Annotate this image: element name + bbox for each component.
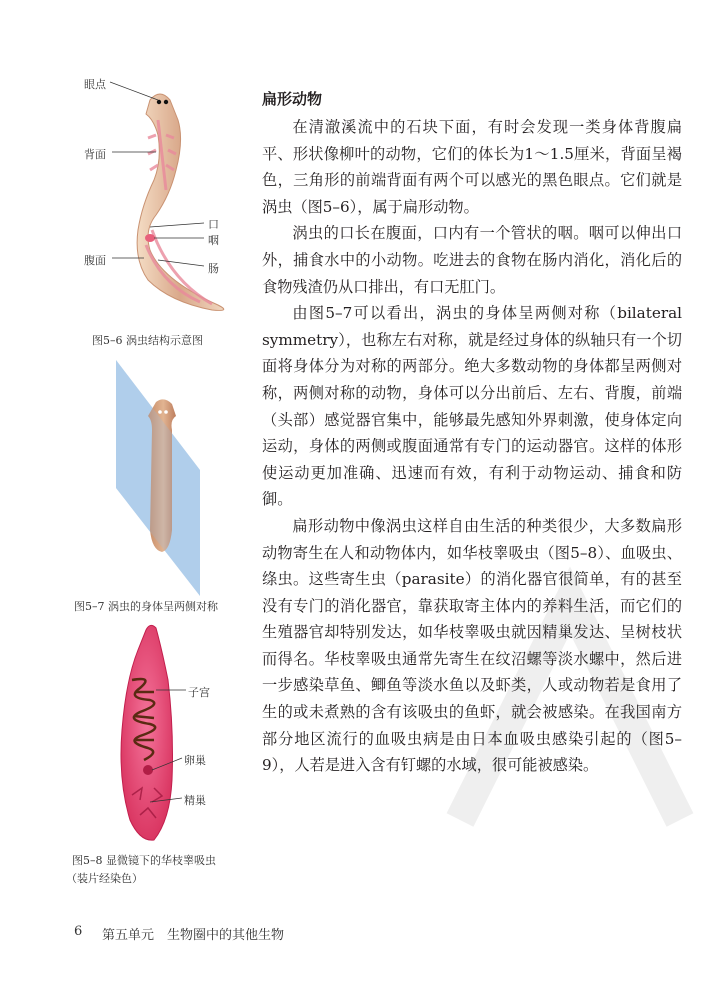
figure-bilateral-symmetry [110,360,210,596]
label-dorsal: 背面 [84,148,106,161]
eyespot-left [157,100,161,104]
paragraph-2: 涡虫的口长在腹面，口内有一个管状的咽。咽可以伸出口外，捕食水中的小动物。吃进去的食物在肠内消化，消化后的食物残渣仍从口排出，有口无肛门。 [262,224,682,296]
caption-fig-5-8: 图5–8 显微镜下的华枝睾吸虫 [72,854,216,867]
label-pharynx: 咽 [208,234,219,247]
paragraph-4: 扁形动物中像涡虫这样自由生活的种类很少，大多数扁形动物寄生在人和动物体内，如华枝睾吸虫（图5–8）、血吸虫、绦虫。这些寄生虫（parasite）的消化器官很简单，有的甚至没有专门的消化器官，靠获取寄主体内的养料生活，而它们的生殖器官却特别发达，如华枝睾吸虫就因精巢发达、呈树枝状而得名。华枝睾吸虫通常先寄生在纹沼螺等淡水螺中，然后进一步感染草鱼、鲫鱼等淡水鱼以及虾类，人或动物若是食用了生的或未煮熟的含有该吸虫的鱼虾，就会被感染。在我国南方部分地区流行的血吸虫病是由日本血吸虫感染引起的（图5–9），人若是进入含有钉螺的水域，很可能被感染。 [262,516,682,775]
symmetry-plane-front [116,360,200,596]
label-testis: 精巢 [184,794,206,807]
section-heading: 扁形动物 [262,90,323,108]
label-ovary: 卵巢 [184,754,206,767]
label-uterus: 子宫 [188,686,210,699]
page-number: 6 [74,924,83,939]
main-text [262,88,682,779]
paragraph-1: 在清澈溪流中的石块下面，有时会发现一类身体背腹扁平、形状像柳叶的动物，它们的体长为1～1.5厘米，背面呈褐色，三角形的前端背面有两个可以感光的黑色眼点。它们就是涡虫（图5–6），属于扁形动物。 [262,118,682,216]
label-ventral: 腹面 [84,254,106,267]
pharynx [145,234,155,242]
eyespot-right [164,100,168,104]
label-intestine: 肠 [208,262,219,275]
caption-fig-5-8-note: （装片经染色） [66,872,143,885]
eyespot [158,410,162,414]
figure-liver-fluke [110,620,220,845]
caption-fig-5-6: 图5–6 涡虫结构示意图 [92,334,203,347]
figure-planarian-structure [100,80,240,320]
eyespot [164,410,168,414]
caption-fig-5-7: 图5–7 涡虫的身体呈两侧对称 [74,600,218,613]
ovary [143,765,153,775]
label-eyespot: 眼点 [84,78,106,91]
label-mouth: 口 [208,218,219,231]
unit-title: 第五单元 生物圈中的其他生物 [102,928,285,943]
paragraph-3: 由图5–7可以看出，涡虫的身体呈两侧对称（bilateral symmetry），也称左右对称，就是经过身体的纵轴只有一个切面将身体分为对称的两部分。绝大多数动物的身体都呈两侧对称，两侧对称的动物，身体可以分出前后、左右、背腹，前端（头部）感觉器官集中，能够最先感知外界刺激，使身体定向运动，身体的两侧或腹面通常有专门的运动器官。这样的体形使运动更加准确、迅速而有效，有利于动物运动、捕食和防御。 [262,304,682,509]
